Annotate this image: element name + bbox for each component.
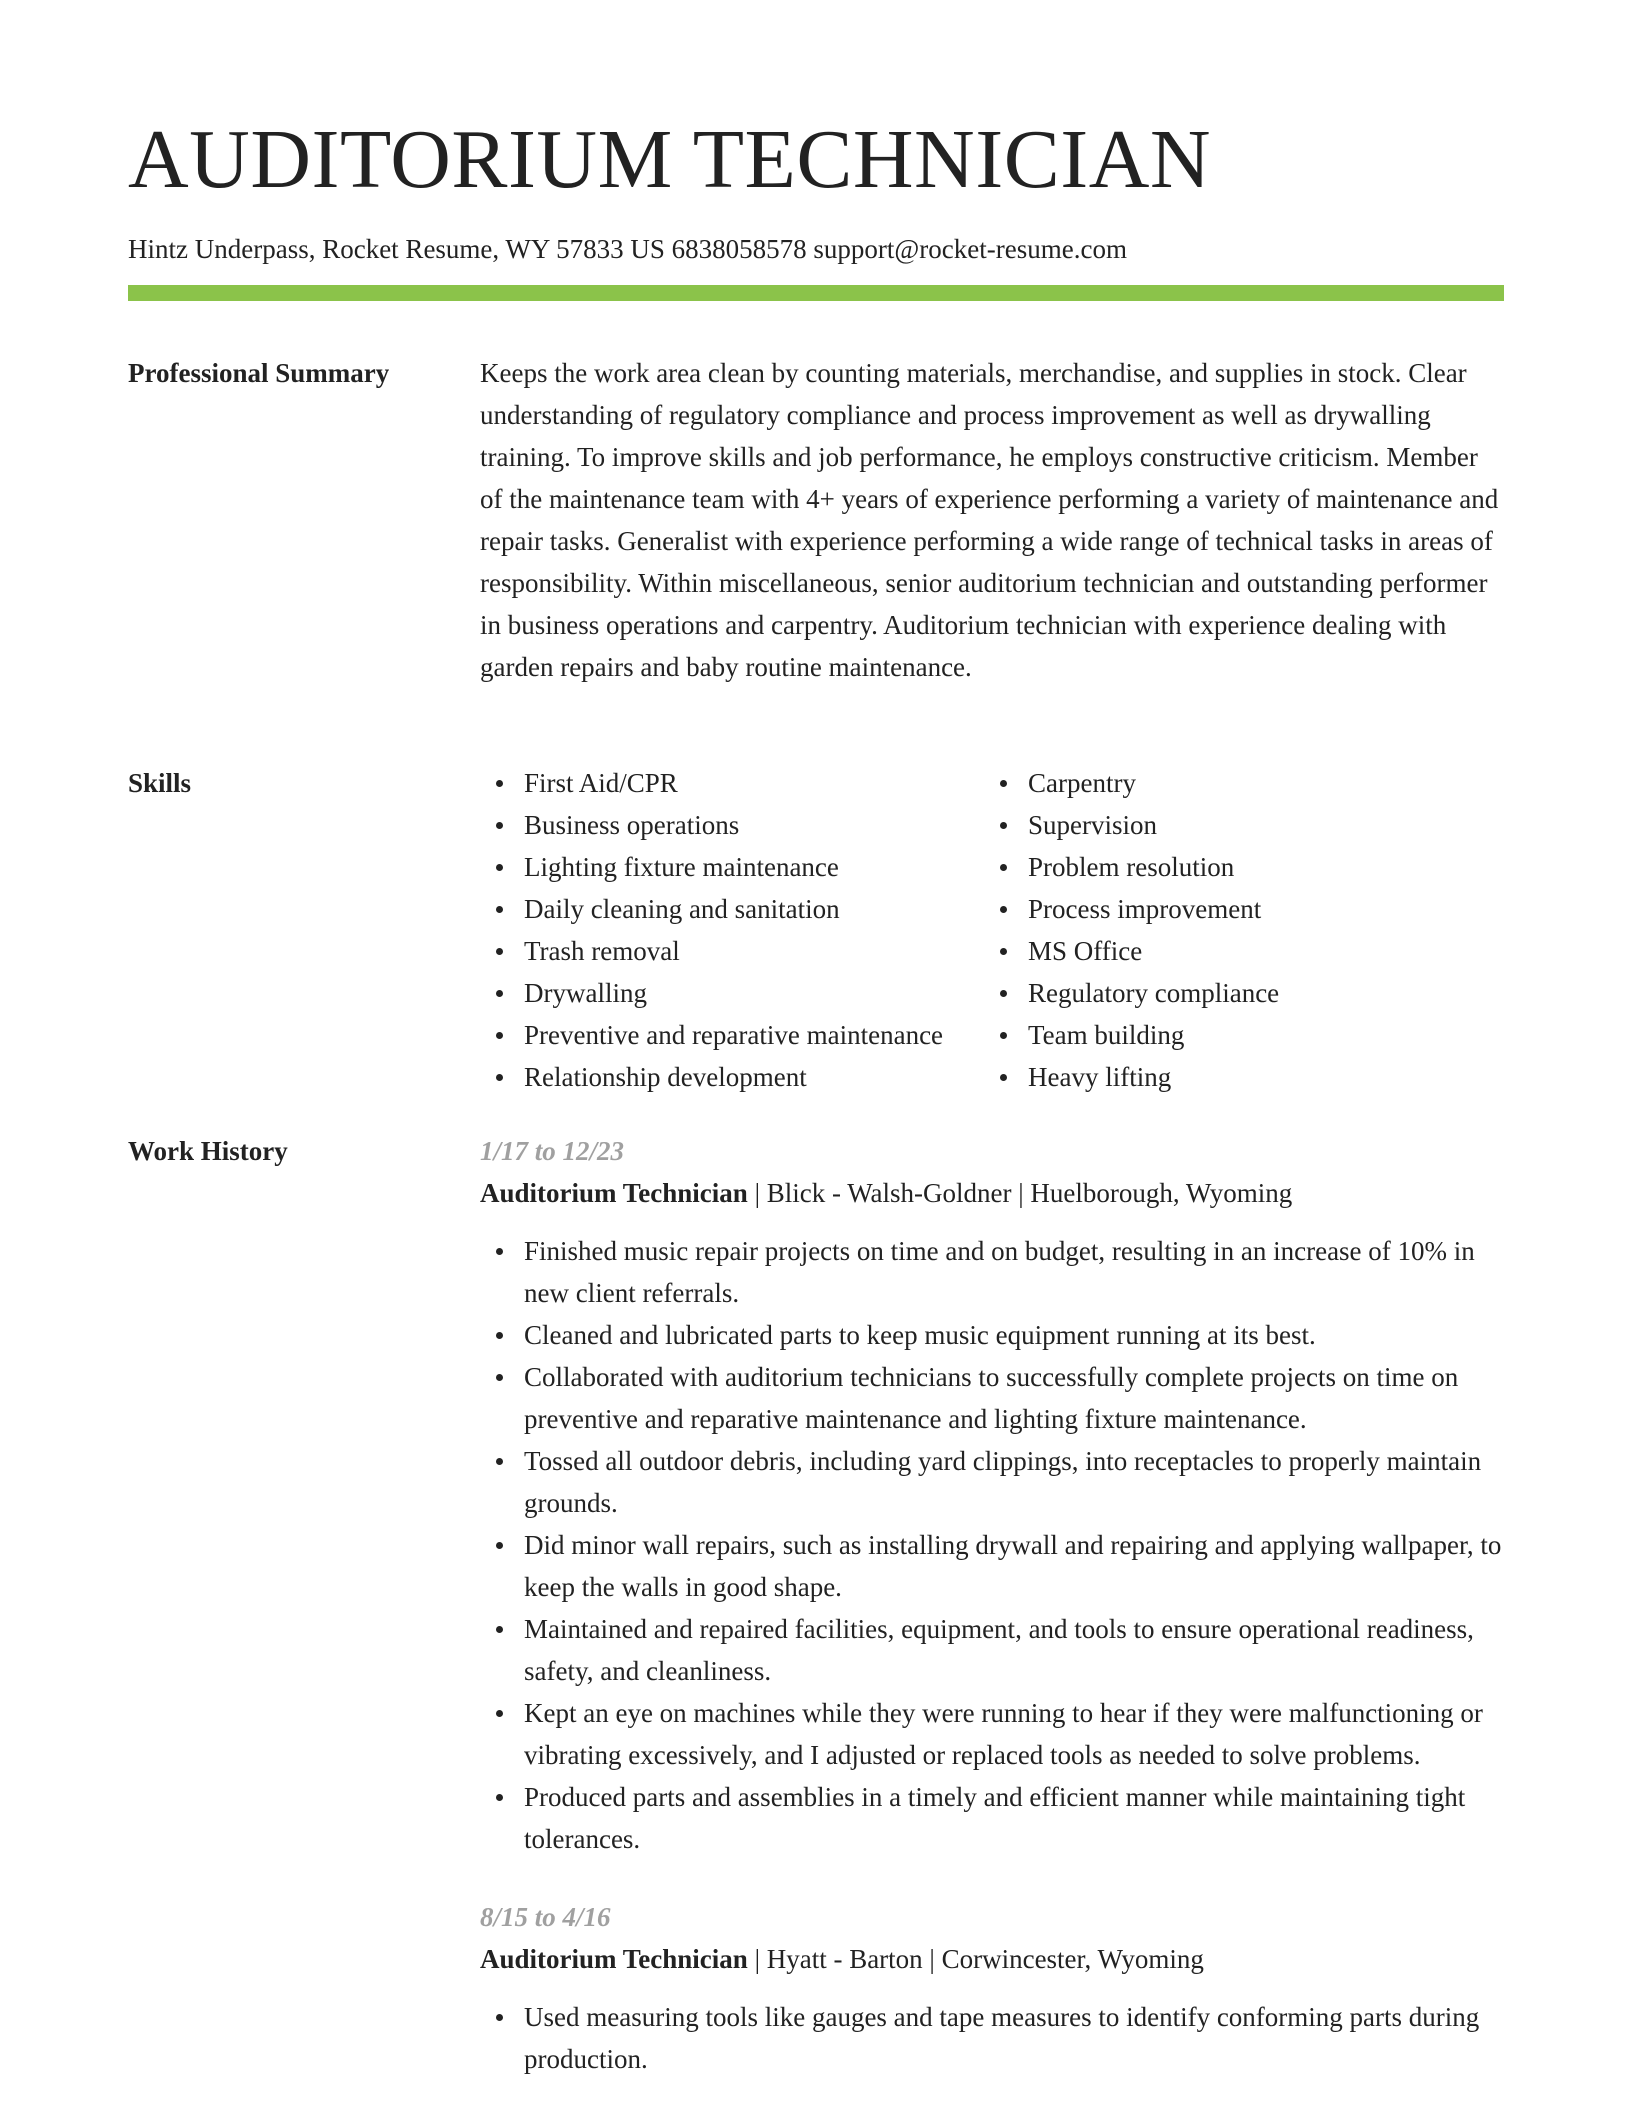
job-bullets xyxy=(480,1230,1504,1860)
job-entry xyxy=(480,1130,1504,1860)
job-dates: 8/15 to 4/16 xyxy=(480,1902,611,1932)
job-bullet: Used measuring tools like gauges and tape measures to identify conforming parts during production. xyxy=(480,1996,1504,2080)
skill-item: First Aid/CPR xyxy=(480,762,984,804)
skill-item: Regulatory compliance xyxy=(984,972,1484,1014)
job-bullet: Kept an eye on machines while they were running to hear if they were malfunctioning or vibrating excessively, and I adjusted or replaced tools as needed to solve problems. xyxy=(480,1692,1504,1776)
skill-item: Carpentry xyxy=(984,762,1484,804)
contact-line: Hintz Underpass, Rocket Resume, WY 57833 US 6838058578 support@rocket-resume.com xyxy=(128,234,1127,264)
skills-columns xyxy=(480,762,1504,1098)
job-bullet: Produced parts and assemblies in a timely and efficient manner while maintaining tight tolerances. xyxy=(480,1776,1504,1860)
header-divider xyxy=(128,285,1504,301)
skills-list-left xyxy=(480,762,984,1098)
work-history-heading: Work History xyxy=(128,1136,288,1166)
resume-name: AUDITORIUM TECHNICIAN xyxy=(128,113,1212,206)
job-bullet: Maintained and repaired facilities, equipment, and tools to ensure operational readiness, safety, and cleanliness. xyxy=(480,1608,1504,1692)
job-heading xyxy=(480,1938,1504,1980)
skill-item: Problem resolution xyxy=(984,846,1484,888)
job-dates: 1/17 to 12/23 xyxy=(480,1136,625,1166)
summary-heading: Professional Summary xyxy=(128,358,390,388)
job-bullet: Collaborated with auditorium technicians to successfully complete projects on time on preventive and reparative maintenance and lighting fixture maintenance. xyxy=(480,1356,1504,1440)
skill-item: Lighting fixture maintenance xyxy=(480,846,984,888)
job-bullet: Tossed all outdoor debris, including yard clippings, into receptacles to properly maintain grounds. xyxy=(480,1440,1504,1524)
skill-item: Daily cleaning and sanitation xyxy=(480,888,984,930)
job-title: Auditorium Technician xyxy=(480,1944,748,1974)
job-company-location: | Hyatt - Barton | Corwincester, Wyoming xyxy=(747,1944,1204,1974)
skills-heading: Skills xyxy=(128,768,192,798)
skill-item: Process improvement xyxy=(984,888,1484,930)
skill-item: MS Office xyxy=(984,930,1484,972)
skill-item: Business operations xyxy=(480,804,984,846)
job-entry xyxy=(480,1896,1504,2080)
job-bullet: Finished music repair projects on time and on budget, resulting in an increase of 10% in new client referrals. xyxy=(480,1230,1504,1314)
job-heading xyxy=(480,1172,1504,1214)
skills-list-right xyxy=(984,762,1484,1098)
job-bullets xyxy=(480,1996,1504,2080)
skill-item: Trash removal xyxy=(480,930,984,972)
summary-text: Keeps the work area clean by counting materials, merchandise, and supplies in stock. Clear understanding of regulatory compliance and process improvement as well as drywalling training. To improve skills and job performance, he employs constructive criticism. Member of the maintenance team with 4+ years of experience performing a variety of maintenance and repair tasks. Generalist with experience performing a wide range of technical tasks in areas of responsibility. Within miscellaneous, senior auditorium technician and outstanding performer in business operations and carpentry. Auditorium technician with experience dealing with garden repairs and baby routine maintenance. xyxy=(480,358,1499,682)
job-company-location: | Blick - Walsh-Goldner | Huelborough, Wyoming xyxy=(747,1178,1293,1208)
skill-item: Heavy lifting xyxy=(984,1056,1484,1098)
skill-item: Team building xyxy=(984,1014,1484,1056)
job-bullet: Did minor wall repairs, such as installing drywall and repairing and applying wallpaper, to keep the walls in good shape. xyxy=(480,1524,1504,1608)
skill-item: Relationship development xyxy=(480,1056,984,1098)
job-bullet: Cleaned and lubricated parts to keep music equipment running at its best. xyxy=(480,1314,1504,1356)
job-title: Auditorium Technician xyxy=(480,1178,748,1208)
jobs-list xyxy=(480,1130,1504,2112)
skill-item: Preventive and reparative maintenance xyxy=(480,1014,984,1056)
skill-item: Supervision xyxy=(984,804,1484,846)
skill-item: Drywalling xyxy=(480,972,984,1014)
